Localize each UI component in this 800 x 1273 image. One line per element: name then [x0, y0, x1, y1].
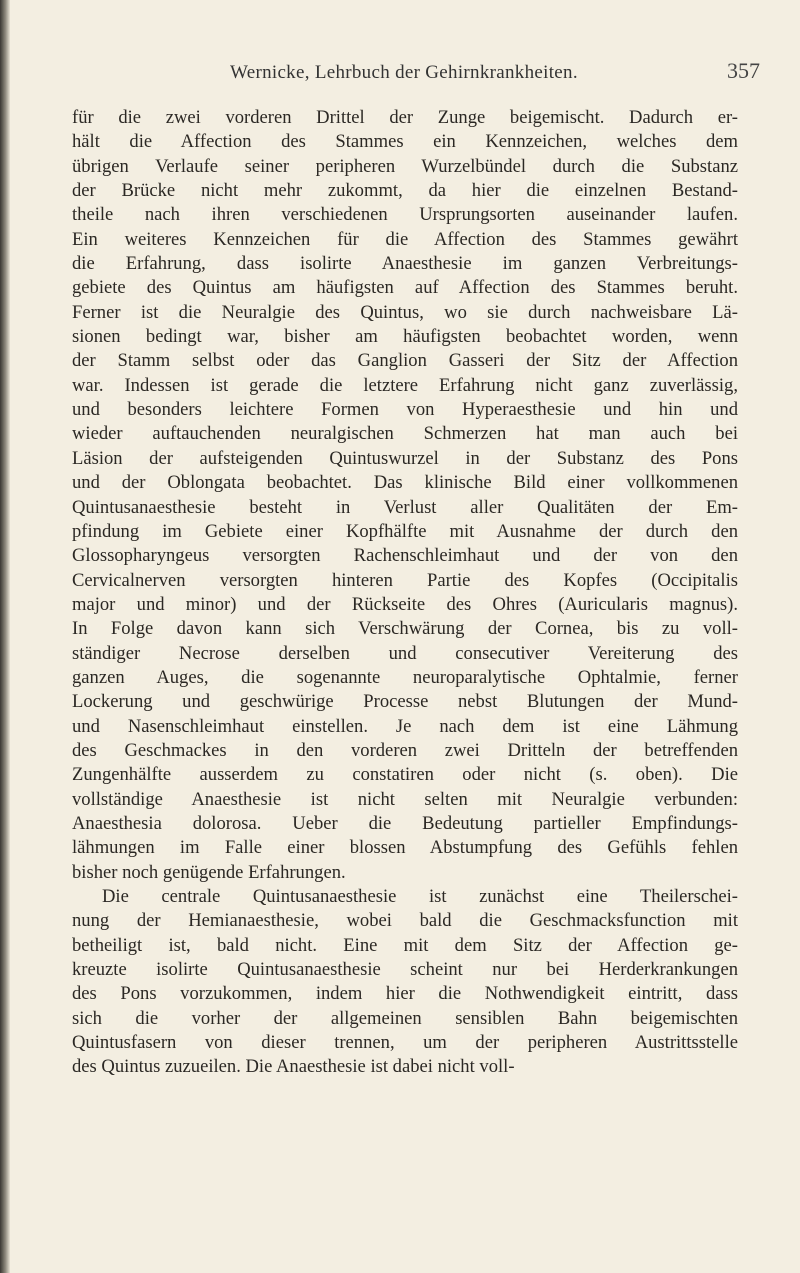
body-text [72, 106, 738, 1080]
page-binding-edge [0, 0, 10, 1273]
text-line: Die centrale Quintusanaesthesie ist zunächst eine Theilerschei- [102, 886, 738, 907]
text-line: bisher noch genügende Erfahrungen. [72, 861, 346, 883]
text-line: Zungenhälfte ausserdem zu constatiren oder nicht (s. oben). Die [72, 764, 738, 786]
text-line: Anaesthesia dolorosa. Ueber die Bedeutung partieller Empfindungs- [72, 812, 738, 834]
text-line: nung der Hemianaesthesie, wobei bald die Geschmacksfunction mit [72, 910, 738, 932]
text-line: sionen bedingt war, bisher am häufigsten beobachtet worden, wenn [72, 326, 738, 348]
text-line: Quintusfasern von dieser trennen, um der peripheren Austrittsstelle [72, 1032, 738, 1054]
text-line: der Stamm selbst oder das Ganglion Gasseri der Sitz der Affection [72, 350, 738, 372]
text-line: pfindung im Gebiete einer Kopfhälfte mit Ausnahme der durch den [72, 520, 738, 542]
text-line: ständiger Necrose derselben und consecutiver Vereiterung des [72, 642, 738, 664]
text-line: Ein weiteres Kennzeichen für die Affection des Stammes gewährt [72, 228, 738, 250]
text-line: betheiligt ist, bald nicht. Eine mit dem Sitz der Affection ge- [72, 934, 738, 956]
text-line: sich die vorher der allgemeinen sensiblen Bahn beigemischten [72, 1007, 738, 1029]
text-line: Ferner ist die Neuralgie des Quintus, wo sie durch nachweisbare Lä- [72, 301, 738, 323]
text-line: wieder auftauchenden neuralgischen Schmerzen hat man auch bei [72, 423, 738, 445]
text-line: ganzen Auges, die sogenannte neuroparalytische Ophtalmie, ferner [72, 666, 738, 688]
text-line: Cervicalnerven versorgten hinteren Partie des Kopfes (Occipitalis [72, 569, 738, 591]
text-line: und Nasenschleimhaut einstellen. Je nach dem ist eine Lähmung [72, 715, 738, 737]
text-line: die Erfahrung, dass isolirte Anaesthesie im ganzen Verbreitungs- [72, 253, 738, 275]
text-line: des Quintus zuzueilen. Die Anaesthesie ist dabei nicht voll- [72, 1056, 515, 1078]
text-line: des Pons vorzukommen, indem hier die Nothwendigkeit eintritt, dass [72, 983, 738, 1005]
text-line: lähmungen im Falle einer blossen Abstumpfung des Gefühls fehlen [72, 837, 738, 859]
text-line: gebiete des Quintus am häufigsten auf Affection des Stammes beruht. [72, 277, 738, 299]
text-line: übrigen Verlaufe seiner peripheren Wurzelbündel durch die Substanz [72, 155, 738, 177]
text-line: hält die Affection des Stammes ein Kennzeichen, welches dem [72, 131, 738, 153]
text-line: und der Oblongata beobachtet. Das klinische Bild einer vollkommenen [72, 472, 738, 494]
running-head: Wernicke, Lehrbuch der Gehirnkrankheiten. [230, 62, 578, 83]
text-line: Lockerung und geschwürige Processe nebst Blutungen der Mund- [72, 691, 738, 713]
text-line: Quintusanaesthesie besteht in Verlust aller Qualitäten der Em- [72, 496, 738, 518]
text-line: vollständige Anaesthesie ist nicht selten mit Neuralgie verbunden: [72, 788, 738, 810]
text-line: In Folge davon kann sich Verschwärung der Cornea, bis zu voll- [72, 618, 738, 640]
text-line: Läsion der aufsteigenden Quintuswurzel in der Substanz des Pons [72, 447, 738, 469]
page-header [70, 58, 760, 92]
text-line: kreuzte isolirte Quintusanaesthesie scheint nur bei Herderkrankungen [72, 959, 738, 981]
text-line: des Geschmackes in den vorderen zwei Dritteln der betreffenden [72, 739, 738, 761]
text-line: theile nach ihren verschiedenen Ursprungsorten auseinander laufen. [72, 204, 738, 226]
text-line: und besonders leichtere Formen von Hyperaesthesie und hin und [72, 399, 738, 421]
text-line: war. Indessen ist gerade die letztere Erfahrung nicht ganz zuverlässig, [72, 374, 738, 396]
page-number: 357 [727, 58, 760, 83]
text-line: für die zwei vorderen Drittel der Zunge beigemischt. Dadurch er- [72, 107, 738, 128]
text-line: der Brücke nicht mehr zukommt, da hier die einzelnen Bestand- [72, 180, 738, 202]
text-line: Glossopharyngeus versorgten Rachenschleimhaut und der von den [72, 545, 738, 567]
text-line: major und minor) und der Rückseite des Ohres (Auricularis magnus). [72, 593, 738, 615]
